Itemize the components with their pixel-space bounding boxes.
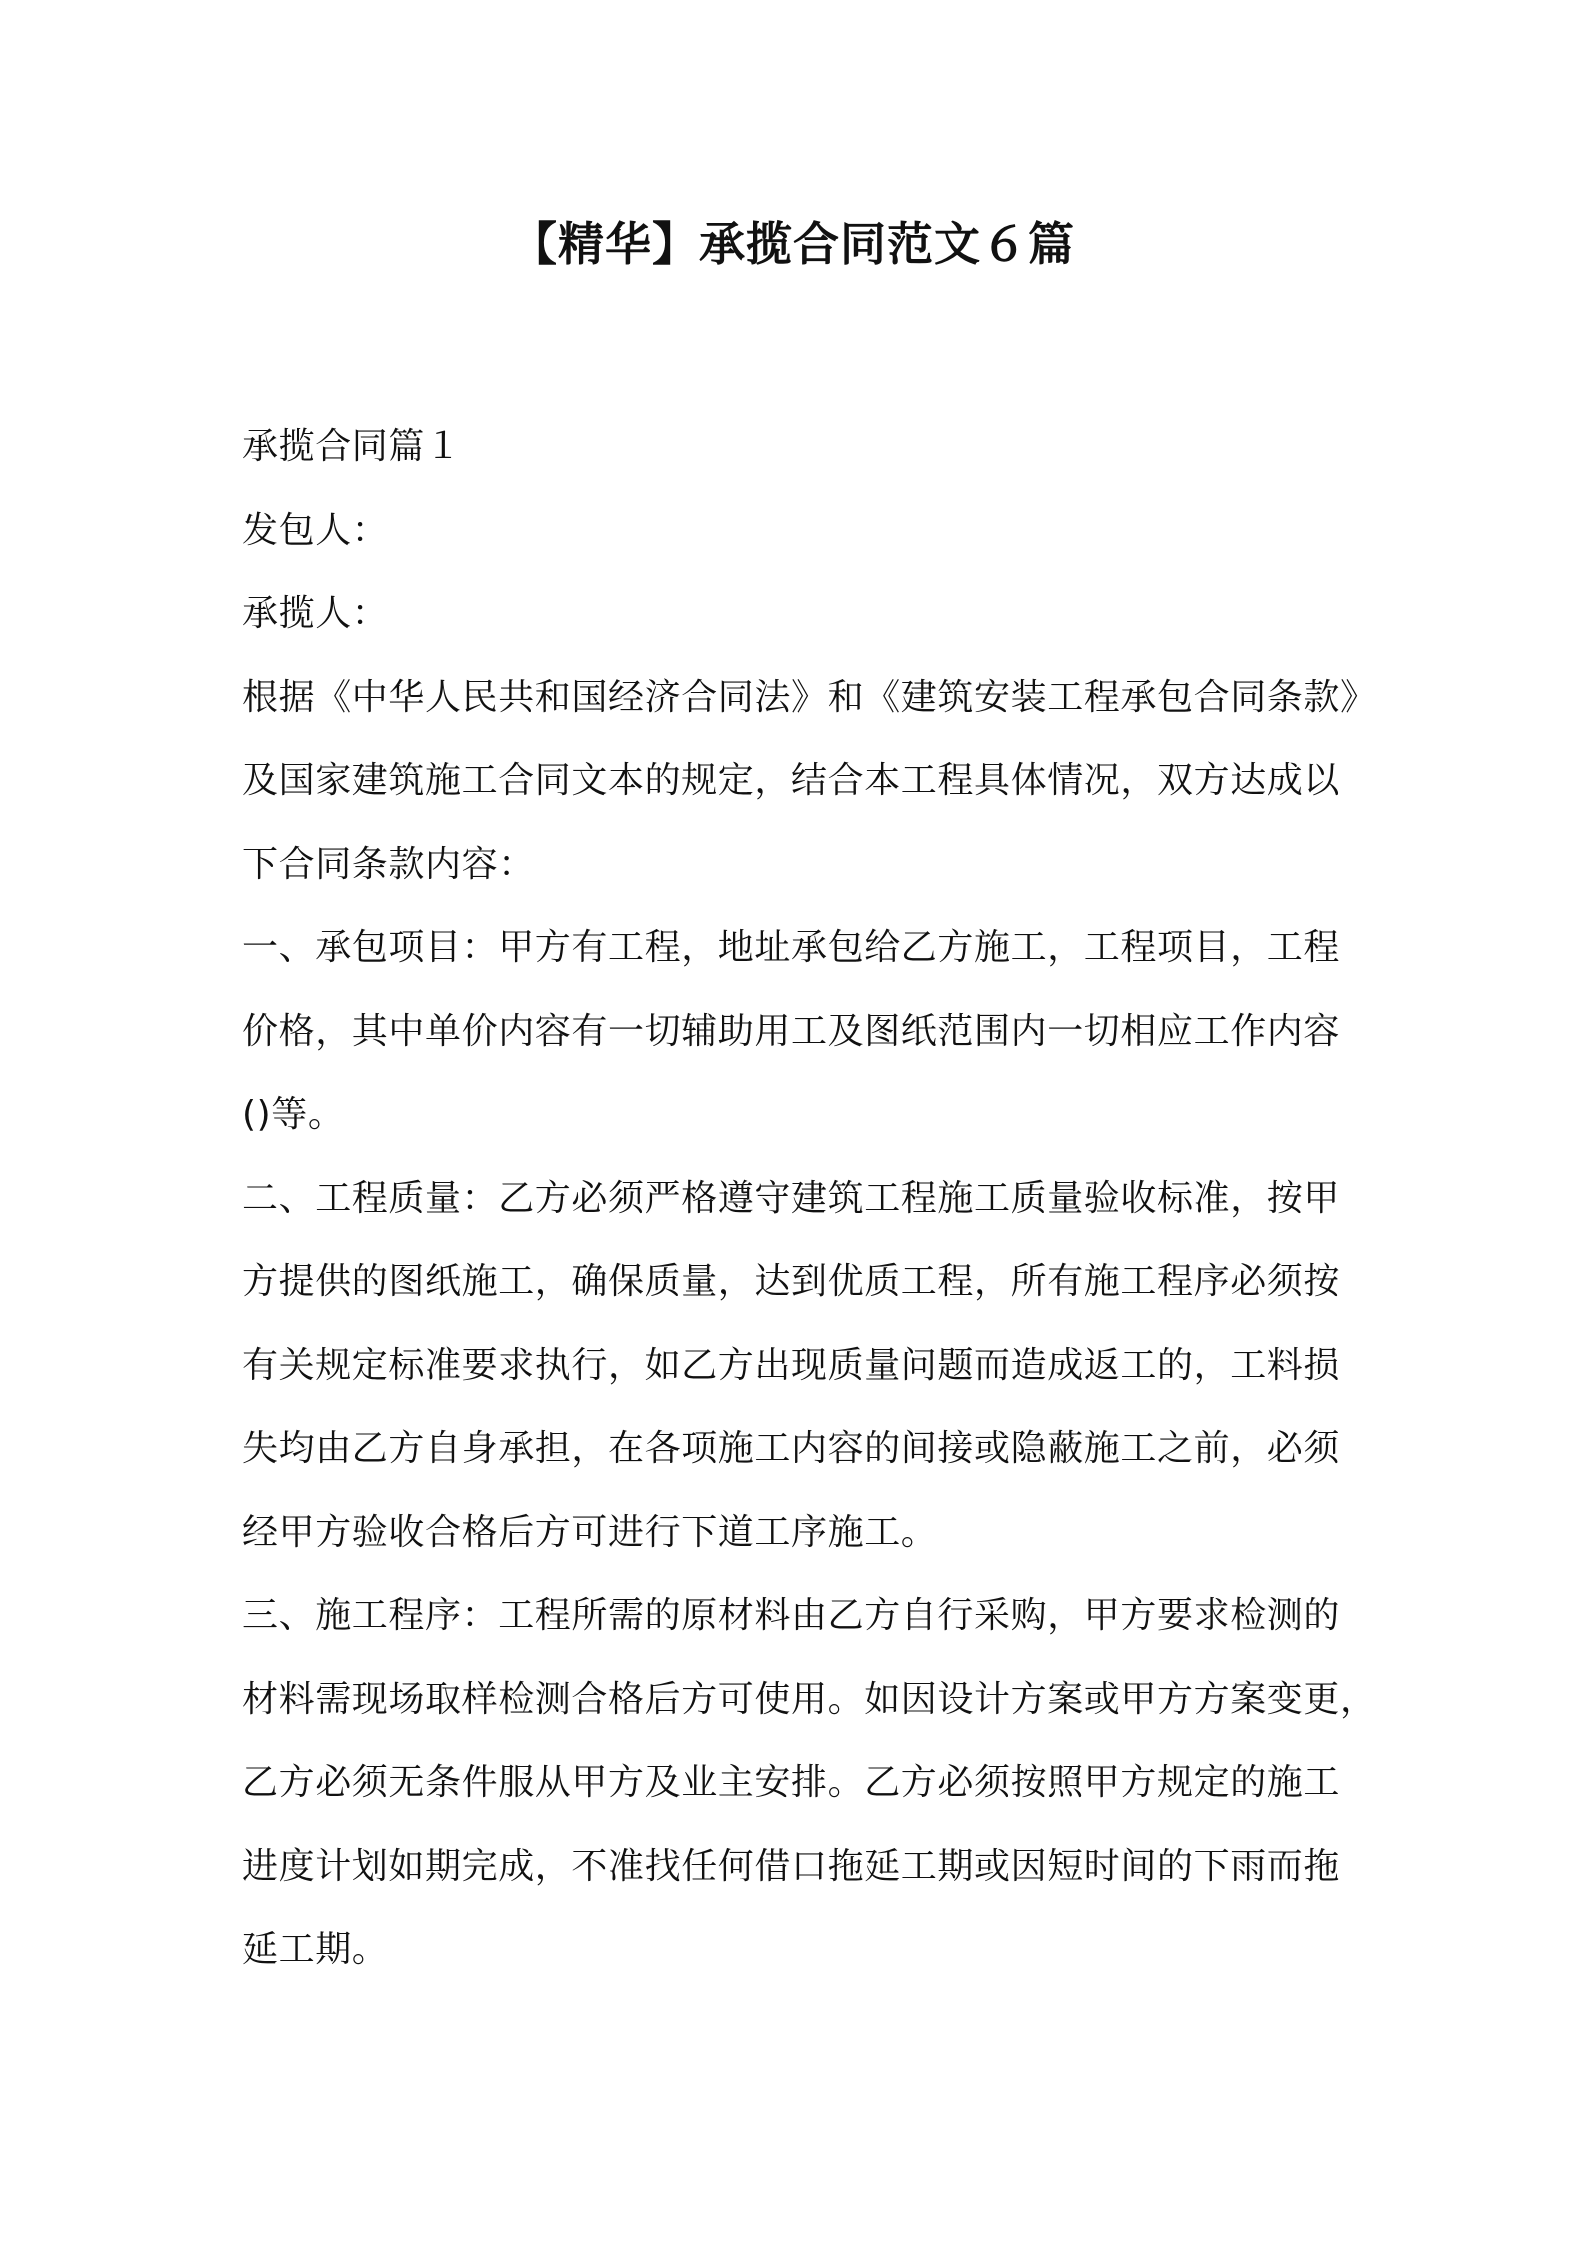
section-heading: 承揽合同篇１ xyxy=(242,426,462,467)
document-title: 【精华】承揽合同范文６篇 xyxy=(511,217,1075,271)
clause-3-line: 延工期。 xyxy=(242,1929,389,1970)
clause-3-line: 乙方必须无条件服从甲方及业主安排。乙方必须按照甲方规定的施工 xyxy=(242,1762,1341,1803)
clause-1-line: 一、承包项目：甲方有工程，地址承包给乙方施工，工程项目，工程 xyxy=(242,927,1341,968)
clause-1-line: ()等。 xyxy=(242,1094,345,1135)
employer-field-label: 发包人： xyxy=(242,509,389,551)
clause-3-line: 进度计划如期完成，不准找任何借口拖延工期或因短时间的下雨而拖 xyxy=(242,1845,1341,1887)
clause-3-line: 三、施工程序：工程所需的原材料由乙方自行采购，甲方要求检测的 xyxy=(242,1595,1341,1636)
paragraph-line: 根据《中华人民共和国经济合同法》和《建筑安装工程承包合同条款》 xyxy=(242,676,1377,718)
clause-2-line: 方提供的图纸施工，确保质量，达到优质工程，所有施工程序必须按 xyxy=(242,1261,1341,1302)
clause-2-line: 失均由乙方自身承担，在各项施工内容的间接或隐蔽施工之前，必须 xyxy=(242,1428,1341,1469)
clause-2-line: 有关规定标准要求执行，如乙方出现质量问题而造成返工的，工料损 xyxy=(242,1344,1341,1386)
clause-2-line: 二、工程质量：乙方必须严格遵守建筑工程施工质量验收标准，按甲 xyxy=(242,1177,1341,1219)
paragraph-line: 及国家建筑施工合同文本的规定，结合本工程具体情况，双方达成以 xyxy=(242,760,1341,801)
contractor-field-label: 承揽人： xyxy=(242,593,389,634)
clause-1-line: 价格，其中单价内容有一切辅助用工及图纸范围内一切相应工作内容 xyxy=(242,1010,1341,1052)
clause-3-line: 材料需现场取样检测合格后方可使用。如因设计方案或甲方方案变更， xyxy=(242,1678,1377,1720)
document-body xyxy=(242,405,1377,1992)
paragraph-line: 下合同条款内容： xyxy=(242,843,535,885)
clause-2-line: 经甲方验收合格后方可进行下道工序施工。 xyxy=(242,1511,938,1553)
